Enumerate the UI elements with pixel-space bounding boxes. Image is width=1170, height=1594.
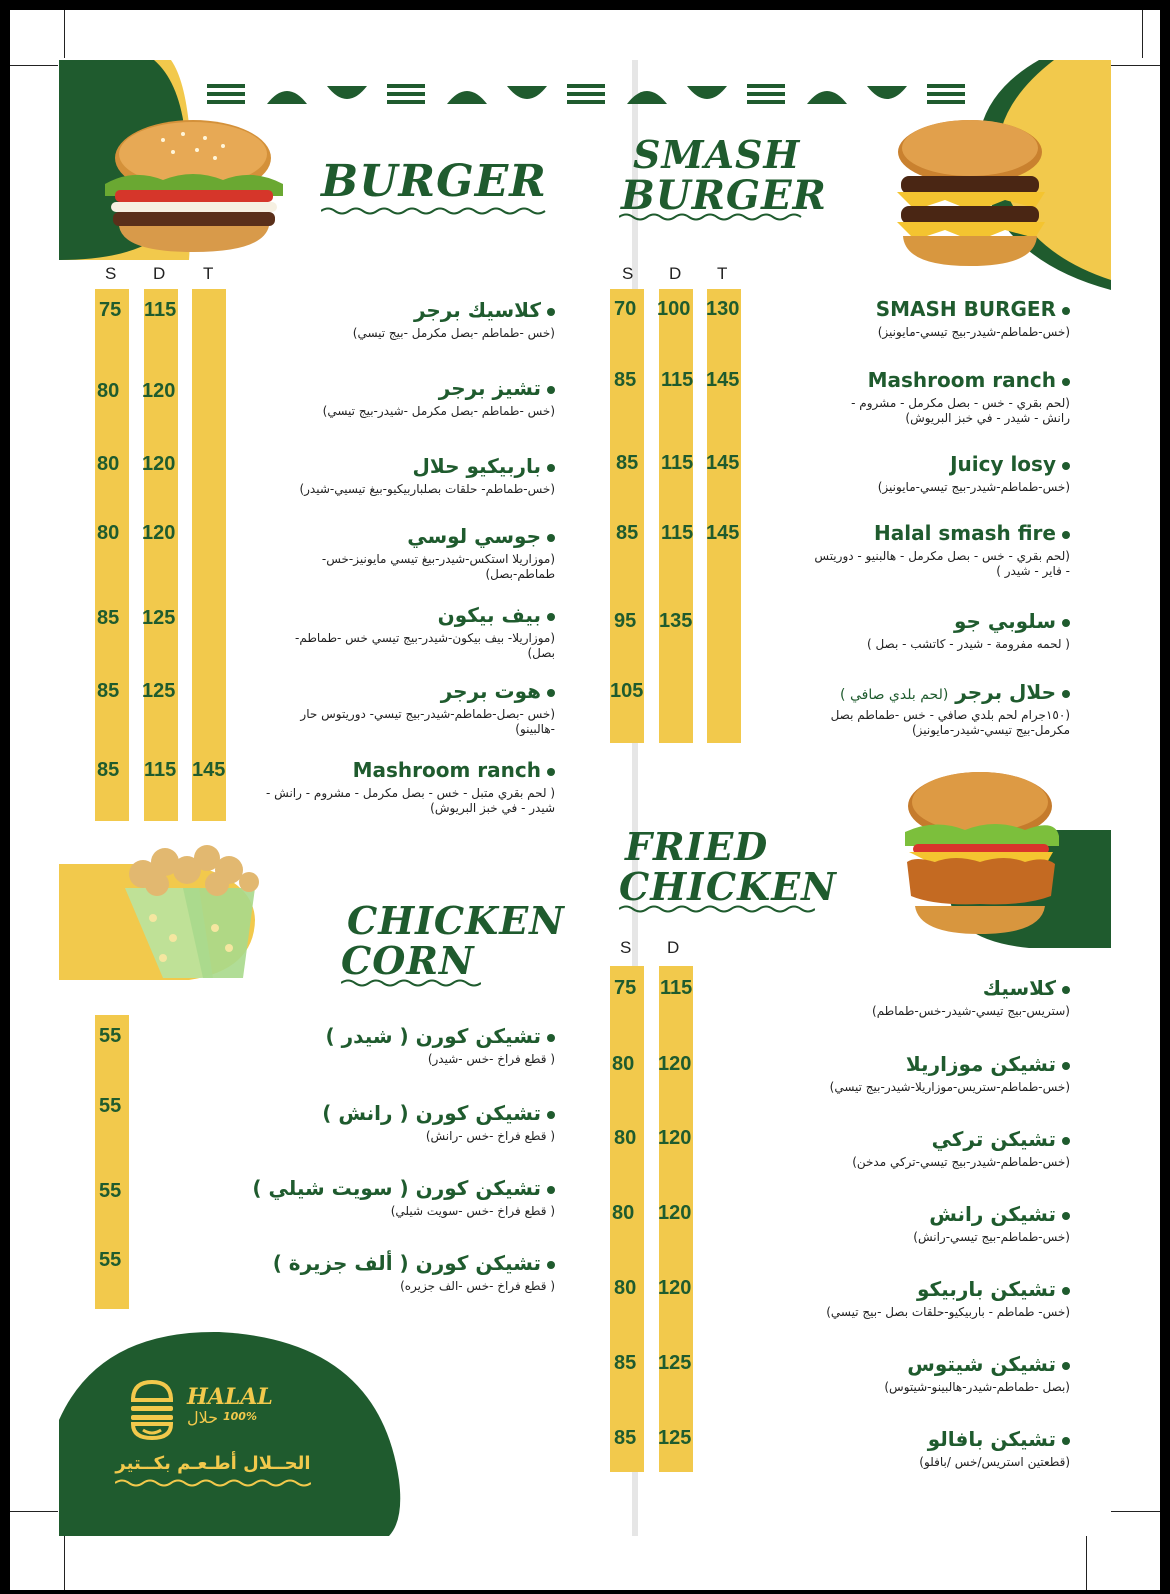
fried-chicken-photo [895, 766, 1065, 946]
item-name: كلاسيك [982, 976, 1056, 1000]
burger-price-bar-t [192, 289, 226, 821]
item-desc: (١٥٠جرام لحم بلدي صافي - خس -طماطم بصل مكرمل-بيج تيسي-شيدر-مايونيز) [830, 708, 1070, 737]
smash-title-line1: SMASH [633, 132, 801, 177]
chicken-corn-title-line1: CHICKEN [347, 898, 565, 943]
fried-title-underline [619, 904, 815, 914]
item-name: Halal smash fire [873, 521, 1056, 545]
price-s: 80 [614, 1127, 637, 1149]
item-name: تشيكن موزاريلا [905, 1052, 1056, 1076]
bullet-icon [1062, 378, 1070, 386]
price-s: 55 [99, 1180, 122, 1202]
bullet-icon [1062, 1137, 1070, 1145]
item-desc: (موزاريلا- بيف بيكون-شيدر-بيج تيسي خس -طماطم-بصل) [295, 631, 555, 660]
burger-photo [93, 118, 293, 258]
trim-mark [1108, 65, 1160, 66]
page [10, 10, 1160, 1590]
item-desc: (خس-طماطم-بيج تيسي-رانش) [913, 1230, 1070, 1244]
item-name: كلاسيك برجر [413, 298, 541, 322]
item-desc: (خس-طماطم-ستريس-موزاريلا-شيدر-بيج تيسي) [829, 1080, 1070, 1094]
price-d: 125 [658, 1427, 692, 1449]
price-s: 75 [614, 977, 637, 999]
item-name: حلال برجر [955, 680, 1056, 704]
item-name: Juicy losy [950, 452, 1056, 476]
halal-slogan: الحــلال أطـعـم بكــتير [115, 1453, 311, 1474]
trim-mark [64, 1530, 65, 1590]
menu-item [820, 368, 1070, 426]
bullet-icon [547, 613, 555, 621]
top-pattern-decoration [177, 78, 977, 108]
item-desc: (خس -طماطم -بصل مكرمل -شيدر-بيج تيسي) [322, 404, 555, 418]
menu-item [810, 609, 1070, 652]
smash-price-bar-d [659, 289, 693, 743]
price-s: 85 [97, 759, 120, 781]
item-desc: (ستريس-بيج تيسي-شيدر-خس-طماطم) [872, 1004, 1070, 1018]
item-desc: (بصل -طماطم-شيدر-هالبينو-شيتوس) [884, 1380, 1070, 1394]
price-s: 85 [616, 452, 639, 474]
price-d: 115 [660, 977, 693, 999]
bullet-icon [1062, 462, 1070, 470]
price-s: 55 [99, 1025, 122, 1047]
fried-header-s: S [620, 938, 632, 957]
fried-title-line2: CHICKEN [619, 864, 837, 909]
menu-item [800, 680, 1070, 738]
menu-sheet [59, 60, 1111, 1536]
item-desc: ( قطع فراخ -خس -شيدر) [427, 1052, 555, 1066]
menu-item [235, 376, 555, 419]
price-s: 55 [99, 1249, 122, 1271]
menu-item [770, 1277, 1070, 1320]
bullet-icon [1062, 1212, 1070, 1220]
bullet-icon [1062, 1362, 1070, 1370]
price-s: 85 [614, 1352, 637, 1374]
price-d: 135 [659, 610, 693, 632]
halal-green-blob [59, 1330, 404, 1536]
item-name: تشيكن باربيكو [917, 1277, 1056, 1301]
price-s: 80 [612, 1202, 635, 1224]
price-d: 120 [658, 1202, 692, 1224]
menu-item [295, 603, 555, 661]
item-name: باربيكيو حلال [412, 454, 541, 478]
bullet-icon [1062, 1287, 1070, 1295]
item-name: تشيكن بافالو [927, 1427, 1056, 1451]
burger-header-s: S [105, 264, 117, 283]
menu-item [235, 298, 555, 341]
bullet-icon [547, 1034, 555, 1042]
item-desc: (خس-طماطم-شيدر-بيج تيسي-مايونيز) [877, 480, 1070, 494]
menu-item [770, 1427, 1070, 1470]
price-d: 125 [658, 1352, 692, 1374]
menu-item [810, 521, 1070, 579]
price-d: 120 [142, 453, 176, 475]
price-s: 85 [614, 369, 637, 391]
price-s: 85 [97, 607, 120, 629]
chicken-corn-photo [103, 838, 263, 988]
item-name: جوسي لوسي [407, 524, 541, 548]
bullet-icon [1062, 531, 1070, 539]
item-name: تشيكن كورن ( شيدر ) [325, 1024, 541, 1048]
item-desc: (خس-طماطم-شيدر-بيج تيسي-تركي مدخن) [852, 1155, 1070, 1169]
item-desc: ( قطع فراخ -خس -سويت شيلي) [390, 1204, 555, 1218]
price-s: 55 [99, 1095, 122, 1117]
price-s: 85 [616, 522, 639, 544]
fried-title-line1: FRIED [625, 824, 769, 869]
price-d: 120 [658, 1053, 692, 1075]
price-d: 120 [658, 1127, 692, 1149]
price-d: 125 [142, 680, 176, 702]
price-t: 145 [706, 369, 740, 391]
item-desc: (خس -طماطم -بصل مكرمل -بيج تيسي) [352, 326, 555, 340]
burger-header-d: D [153, 264, 166, 283]
menu-item [265, 758, 555, 816]
trim-mark [1108, 1511, 1160, 1512]
price-s: 85 [614, 1427, 637, 1449]
item-desc: ( لحم بقري متبل - خس - بصل مكرمل - مشروم - رانش - شيدر - في خبز البريوش) [266, 786, 555, 815]
menu-item [235, 1024, 555, 1067]
smash-burger-photo [885, 116, 1055, 276]
price-d: 115 [661, 369, 694, 391]
halal-word-ar: حلال [187, 1408, 219, 1427]
item-desc: (خس -بصل-طماطم-شيدر-بيج تيسي- دوريتوس حار -هالبينو) [300, 707, 555, 736]
bullet-icon [547, 534, 555, 542]
item-desc: (لحم بقري - خس - بصل مكرمل - هالبنيو - دوريتس - فاير - شيدر ) [814, 549, 1070, 578]
item-desc: (خس-طماطم- حلقات بصلباربيكيو-بيغ تيسيي-شيدر) [299, 482, 555, 496]
bullet-icon [1062, 986, 1070, 994]
item-name: تشيكن رانش [929, 1202, 1056, 1226]
item-desc: (خس- طماطم - باربيكيو-حلقات بصل -بيج تيسي) [826, 1305, 1070, 1319]
menu-item [235, 1176, 555, 1219]
price-s: 80 [97, 380, 120, 402]
menu-item [235, 1251, 555, 1294]
bullet-icon [547, 1186, 555, 1194]
chicken-corn-title-line2: CORN [341, 938, 475, 983]
price-d: 115 [661, 452, 694, 474]
menu-item [810, 297, 1070, 340]
price-s: 80 [97, 453, 120, 475]
smash-header-s: S [622, 264, 634, 283]
trim-mark [1086, 1530, 1087, 1590]
trim-mark [10, 1511, 58, 1512]
halal-slogan-underline [115, 1478, 311, 1488]
halal-burger-logo-icon [129, 1378, 175, 1442]
price-s: 85 [97, 680, 120, 702]
item-desc: (موزاريلا استكس-شيدر-بيغ تيسي مايونيز-خس-طماطم-بصل) [321, 552, 555, 581]
trim-mark [1142, 10, 1143, 58]
price-s: 105 [610, 680, 644, 702]
bullet-icon [1062, 619, 1070, 627]
price-d: 120 [658, 1277, 692, 1299]
price-d: 120 [142, 522, 176, 544]
item-name: Mashroom ranch [867, 368, 1056, 392]
price-t: 145 [706, 452, 740, 474]
trim-mark [10, 65, 58, 66]
item-name: SMASH BURGER [875, 297, 1056, 321]
menu-item [295, 679, 555, 737]
burger-title-underline [321, 206, 547, 216]
price-d: 115 [144, 759, 177, 781]
item-name: تشيكن كورن ( سويت شيلي ) [252, 1176, 541, 1200]
menu-item [235, 1101, 555, 1144]
bullet-icon [1062, 1437, 1070, 1445]
menu-item [770, 1352, 1070, 1395]
item-name: هوت برجر [440, 679, 541, 703]
item-desc: ( قطع فراخ -خس -الف جزيره) [400, 1279, 555, 1293]
item-name: سلوبي جو [953, 609, 1056, 633]
bullet-icon [1062, 690, 1070, 698]
price-d: 115 [661, 522, 694, 544]
item-desc: (لحم بقري - خس - بصل مكرمل - مشروم - رانش - شيدر - في خبز البريوش) [851, 396, 1070, 425]
burger-header-t: T [203, 264, 214, 283]
chicken-corn-title-underline [341, 978, 481, 988]
menu-item [810, 452, 1070, 495]
price-s: 75 [99, 299, 122, 321]
burger-title: BURGER [321, 156, 547, 207]
bullet-icon [1062, 307, 1070, 315]
price-d: 100 [657, 298, 691, 320]
bullet-icon [547, 1261, 555, 1269]
smash-title-line2: BURGER [621, 172, 827, 219]
item-name: تشيكن كورن ( رانش ) [322, 1101, 541, 1125]
smash-price-bar-s [610, 289, 644, 743]
price-d: 115 [144, 299, 177, 321]
item-desc: (خس-طماطم-شيدر-بيج تيسي-مايونيز) [877, 325, 1070, 339]
price-s: 80 [612, 1053, 635, 1075]
bullet-icon [547, 768, 555, 776]
trim-mark [64, 10, 65, 58]
item-name: تشيكن شيتوس [907, 1352, 1056, 1376]
item-desc: ( لحمه مفرومة - شيدر - كاتشب - بصل ) [866, 637, 1070, 651]
price-s: 80 [614, 1277, 637, 1299]
fried-header-d: D [667, 938, 680, 957]
smash-header-t: T [717, 264, 728, 283]
burger-price-bar-d [144, 289, 178, 821]
bullet-icon [1062, 1062, 1070, 1070]
item-desc: ( قطع فراخ -خس -رانش) [425, 1129, 555, 1143]
price-t: 145 [192, 759, 226, 781]
menu-item [770, 1202, 1070, 1245]
halal-word-en: HALAL [187, 1384, 273, 1410]
menu-item [770, 976, 1070, 1019]
menu-item [770, 1052, 1070, 1095]
price-d: 125 [142, 607, 176, 629]
bullet-icon [547, 464, 555, 472]
bullet-icon [547, 1111, 555, 1119]
price-s: 95 [614, 610, 637, 632]
smash-header-d: D [669, 264, 682, 283]
item-name: Mashroom ranch [352, 758, 541, 782]
price-t: 130 [706, 298, 740, 320]
item-name: تشيز برجر [438, 376, 541, 400]
item-name: تشيكن تركي [931, 1127, 1056, 1151]
menu-item [295, 524, 555, 582]
menu-item [770, 1127, 1070, 1170]
price-t: 145 [706, 522, 740, 544]
price-s: 80 [97, 522, 120, 544]
smash-title-underline [619, 212, 811, 222]
price-d: 120 [142, 380, 176, 402]
item-name: تشيكن كورن ( ألف جزيرة ) [272, 1251, 541, 1275]
burger-price-bar-s [95, 289, 129, 821]
bullet-icon [547, 386, 555, 394]
item-name: بيف بيكون [437, 603, 541, 627]
menu-item [235, 454, 555, 497]
smash-price-bar-t [707, 289, 741, 743]
price-s: 70 [614, 298, 637, 320]
item-desc: (قطعتين استريس/خس /بافلو) [919, 1455, 1070, 1469]
item-note: (لحم بلدي صافي ) [840, 687, 949, 703]
bullet-icon [547, 689, 555, 697]
halal-percent: 100% [223, 1410, 257, 1423]
bullet-icon [547, 308, 555, 316]
